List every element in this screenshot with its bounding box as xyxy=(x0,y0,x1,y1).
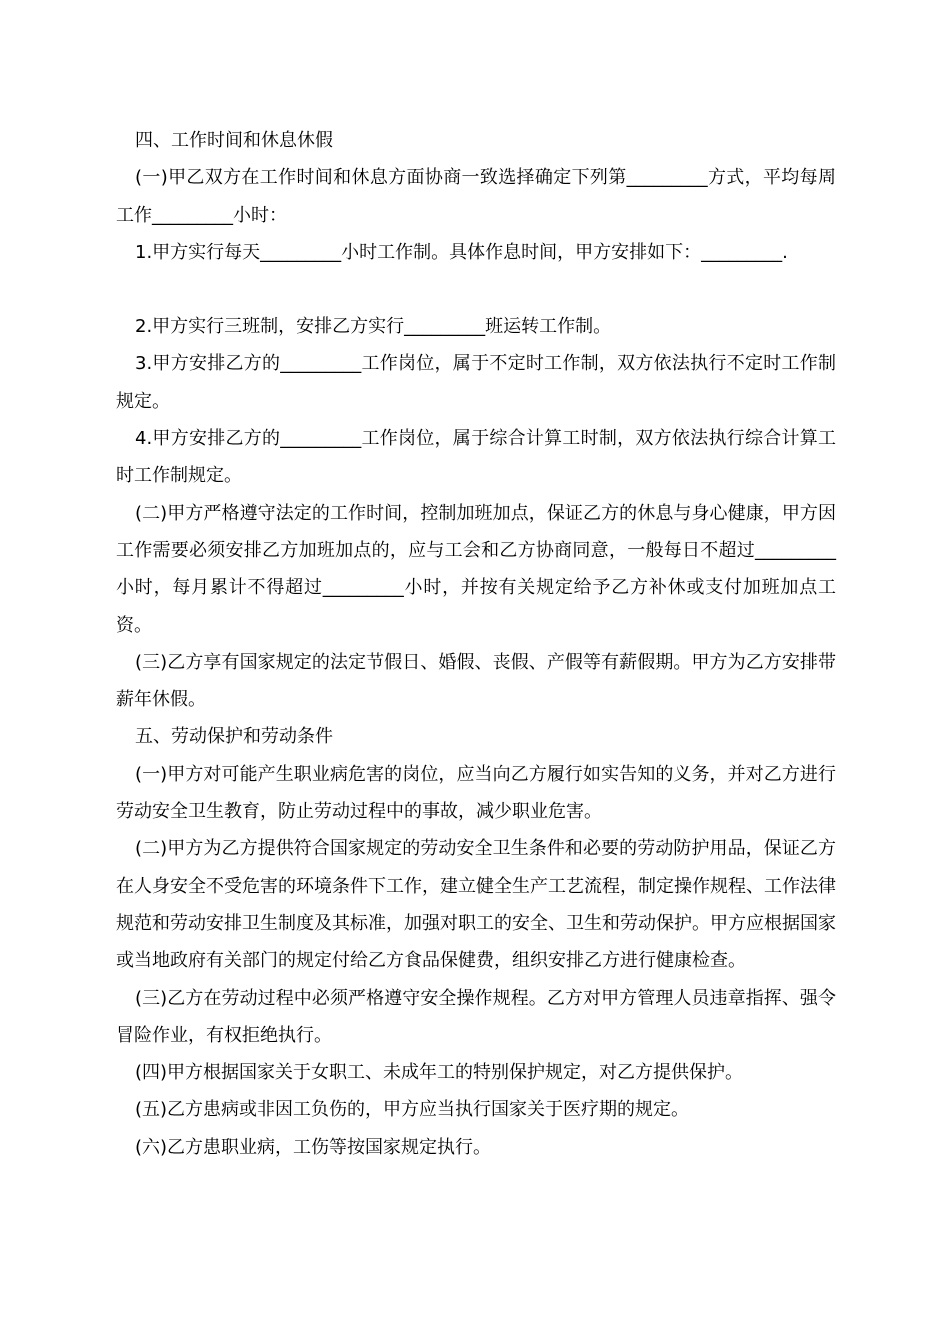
paragraph-5-2: (二)甲方为乙方提供符合国家规定的劳动安全卫生条件和必要的劳动防护用品，保证乙方在人身安全不受危害的环境条件下工作，建立健全生产工艺流程，制定操作规程、工作法律规范和劳动安排卫生制度及其标准，加强对职工的安全、卫生和劳动保护。甲方应根据国家或当地政府有关部门的规定付给乙方食品保健费，组织安排乙方进行健康检查。 xyxy=(116,838,836,972)
paragraph-4-2: (二)甲方严格遵守法定的工作时间，控制加班加点，保证乙方的休息与身心健康，甲方因工作需要必须安排乙方加班加点的，应与工会和乙方协商同意，一般每日不超过_________小时，每月累计不得超过_________小时，并按有关规定给予乙方补休或支付加班加点工资。 xyxy=(116,502,836,636)
section-heading-4: 四、工作时间和休息休假 xyxy=(135,130,333,151)
paragraph-4-1-item-1: 1.甲方实行每天_________小时工作制。具体作息时间，甲方安排如下：_________. xyxy=(135,241,788,263)
document-body xyxy=(116,122,836,1166)
paragraph-4-1: (一)甲乙双方在工作时间和休息方面协商一致选择确定下列第_________方式，平均每周工作_________小时： xyxy=(116,167,836,226)
paragraph-5-4: (四)甲方根据国家关于女职工、未成年工的特别保护规定，对乙方提供保护。 xyxy=(135,1062,744,1084)
section-heading-5: 五、劳动保护和劳动条件 xyxy=(135,726,333,748)
paragraph-5-5: (五)乙方患病或非因工负伤的，甲方应当执行国家关于医疗期的规定。 xyxy=(135,1099,690,1121)
paragraph-4-1-item-2: 2.甲方实行三班制，安排乙方实行_________班运转工作制。 xyxy=(135,316,612,338)
paragraph-5-3: (三)乙方在劳动过程中必须严格遵守安全操作规程。乙方对甲方管理人员违章指挥、强令冒险作业，有权拒绝执行。 xyxy=(116,987,836,1046)
paragraph-4-3: (三)乙方享有国家规定的法定节假日、婚假、丧假、产假等有薪假期。甲方为乙方安排带薪年休假。 xyxy=(116,651,836,711)
paragraph-4-1-item-3: 3.甲方安排乙方的_________工作岗位，属于不定时工作制，双方依法执行不定时工作制规定。 xyxy=(116,353,836,412)
paragraph-5-1: (一)甲方对可能产生职业病危害的岗位，应当向乙方履行如实告知的义务，并对乙方进行劳动安全卫生教育，防止劳动过程中的事故，减少职业危害。 xyxy=(116,763,836,823)
paragraph-5-6: (六)乙方患职业病，工伤等按国家规定执行。 xyxy=(135,1136,492,1158)
paragraph-4-1-item-4: 4.甲方安排乙方的_________工作岗位，属于综合计算工时制，双方依法执行综合计算工时工作制规定。 xyxy=(116,428,836,487)
